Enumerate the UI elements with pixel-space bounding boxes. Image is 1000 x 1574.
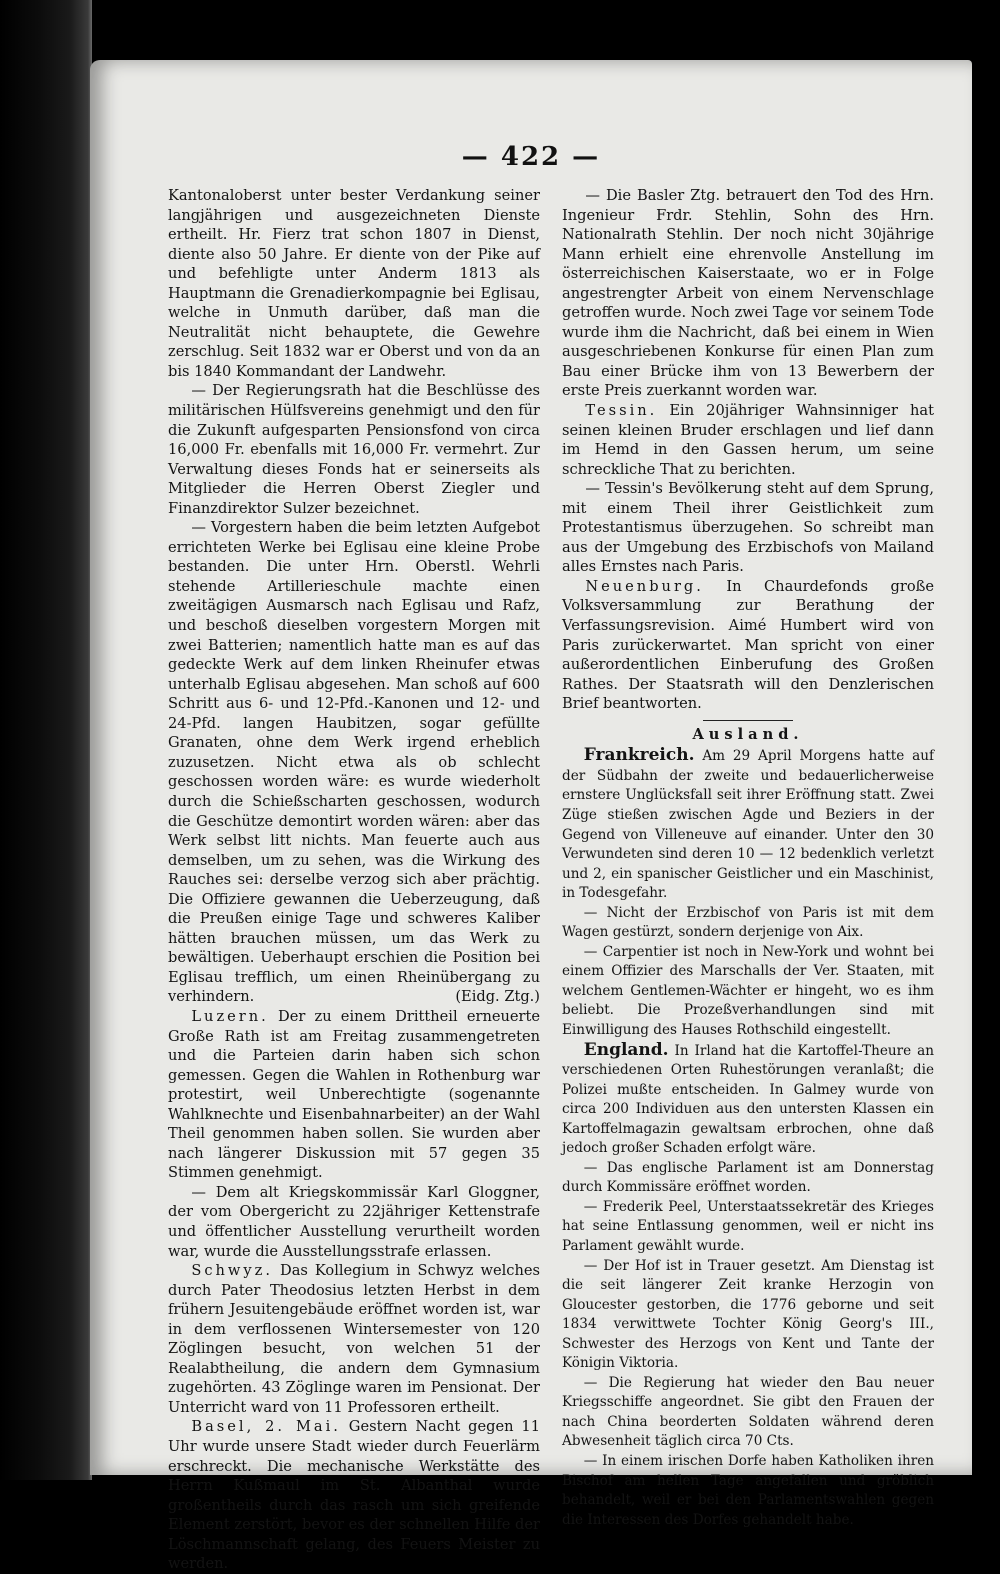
left-column [168, 186, 540, 1573]
article-paragraph: — Nicht der Erzbischof von Paris ist mit dem Wagen gestürzt, sondern derjenige von Aix. [562, 904, 934, 941]
right-column [562, 186, 935, 1528]
page-number: — 422 — [461, 142, 601, 172]
article-paragraph: — Tessin's Bevölkerung steht auf dem Sprung, mit einem Theil ihrer Geistlichkeit zum Protestantismus überzugehen. So schreibt man aus der Umgebung des Erzbischofs von Mailand alles Ernstes nach Paris. [562, 480, 934, 576]
article-paragraph: Schwyz. Das Kollegium in Schwyz welches durch Pater Theodosius letzten Herbst in dem frühern Jesuitengebäude eröffnet worden ist, war in dem verflossenen Wintersemester von 120 Zöglingen besucht, von welchen 51 der Realabtheilung, die andern dem Gymnasium zugehörten. 43 Zöglinge waren im Pensionat. Der Unterricht ward von 11 Professoren ertheilt. [168, 1262, 540, 1416]
section-divider [703, 720, 793, 721]
article-paragraph: Frankreich. Am 29 April Morgens hatte auf der Südbahn der zweite und bedauerlicherweise ernstere Unglücksfall seit ihrer Eröffnung statt. Zwei Züge stießen zwischen Agde und Beziers in der Gegend von Villeneuve auf einander. Unter den 30 Verwundeten sind deren 10 — 12 bedenklich verletzt und 2, ein spanischer Geistlicher und ein Maschinist, in Todesgefahr. [562, 745, 935, 902]
article-paragraph: Kantonaloberst unter bester Verdankung seiner langjährigen und ausgezeichneten Dienste ertheilt. Hr. Fierz trat schon 1807 in Dienst, diente also 50 Jahre. Er diente von der Pike auf und befehligte unter Anderm 1813 als Hauptmann die Grenadierkompagnie bei Eglisau, welche in Unmuth darüber, daß man die Neutralität nicht behauptete, die Gewehre zerschlug. Seit 1832 war er Oberst und von da an bis 1840 Kommandant der Landwehr. [168, 187, 540, 380]
article-paragraph: Luzern. Der zu einem Drittheil erneuerte Große Rath ist am Freitag zusammengetreten und die Parteien darin haben sich schon gemessen. Gegen die Wahlen in Rothenburg war protestirt, weil Unberechtigte (sogenannte Wahlknechte und Eisenbahnarbeiter) an der Wahl Theil genommen haben sollen. Sie wurden aber nach längerer Diskussion mit 57 gegen 35 Stimmen genehmigt. [168, 1007, 540, 1182]
article-paragraph: — Vorgestern haben die beim letzten Aufgebot errichteten Werke bei Eglisau eine kleine Probe bestanden. Die unter Hrn. Oberstl. Wehrli stehende Artillerieschule machte einen zweitägigen Ausmarsch nach Eglisau und Rafz, und beschoß dieselben vorgestern Morgen mit zwei Batterien; namentlich hatte man es auf das gedeckte Werk auf dem linken Rheinufer etwas unterhalb Eglisau abgesehen. Man schoß auf 600 Schritt aus 6- und 12-Pfd.-Kanonen und 12- und 24-Pfd. langen Haubitzen, sogar gefüllte Granaten, ohne dem Werk irgend erheblich zuzusetzen. Nicht etwa als ob schlecht geschossen worden wäre: es wurde wiederholt durch die Schießscharten geschossen, wodurch die Geschütze demontirt worden wären: aber das Werk selbst litt nichts. Man feuerte auch aus demselben, um zu sehen, was die Wirkung des Rauches sei: derselbe verzog sich aber prächtig. Die Offiziere gewannen die Ueberzeugung, daß die Preußen einige Tage und schweres Kaliber hätten brauchen müssen, um das Werk zu bewältigen. Ueberhaupt erschien die Position bei Eglisau trefflich, um einen Rheinübergang zu verhindern. (Eidg. Ztg.) [168, 519, 540, 1006]
dateline: Tessin. [585, 402, 658, 420]
article-paragraph: — Carpentier ist noch in New-York und wohnt bei einem Offizier des Marschalls der Ver. Staaten, mit welchem Gentlemen-Wächter er hingeht, wo es ihm beliebt. Die Prozeßverhandlungen sind mit Einwilligung des Hauses Rothschild eingestellt. [562, 943, 934, 1038]
section-title: Ausland. [692, 725, 804, 743]
article-paragraph: — Die Basler Ztg. betrauert den Tod des Hrn. Ingenieur Frdr. Stehlin, Sohn des Hrn. Nationalrath Stehlin. Der noch nicht 30jährige Mann erhielt eine ehrenvolle Anstellung im österreichischen Kaiserstaate, wo er in Folge angestrengter Arbeit von einem Nervenschlage getroffen wurde. Noch zwei Tage vor seinem Tode wurde ihm die Nachricht, daß bei einem in Wien ausgeschriebenen Konkurse für einen Plan zum Bau einer Brücke ihm von 13 Bewerbern der erste Preis zuerkannt worden war. [562, 187, 934, 400]
dateline: Luzern. [191, 1007, 269, 1025]
article-paragraph: Neuenburg. In Chaurdefonds große Volksversammlung zur Berathung der Verfassungsrevision. Aimé Humbert wird von Paris zurückerwartet. Man spricht von einer außerordentlichen Einberufung des Großen Rathes. Der Staatsrath will den Denzlerischen Brief beantworten. [562, 577, 934, 713]
article-paragraph: — Der Hof ist in Trauer gesetzt. Am Dienstag ist die seit längerer Zeit kranke Herzogin von Gloucester gestorben, die 1776 geborne und seit 1834 verwittwete Tochter König Georg's III., Schwester des Herzogs von Kent und Tante der Königin Viktoria. [562, 1257, 934, 1372]
book-spine-edge [0, 0, 92, 1480]
article-paragraph: — Die Regierung hat wieder den Bau neuer Kriegsschiffe angeordnet. Sie gibt den Frauen der nach China beorderten Soldaten während deren Abwesenheit täglich circa 70 Cts. [562, 1374, 934, 1450]
dateline: Basel, 2. Mai. [191, 1418, 341, 1436]
foreign-news [562, 746, 934, 1530]
article-paragraph: — Dem alt Kriegskommissär Karl Gloggner, der vom Obergericht zu 22jähriger Kettenstrafe und öffentlicher Ausstellung verurtheilt worden war, wurde die Ausstellungsstrafe erlassen. [168, 1183, 540, 1260]
article-paragraph: Basel, 2. Mai. Gestern Nacht gegen 11 Uhr wurde unsere Stadt wieder durch Feuerlärm erschreckt. Die mechanische Werkstätte des Herrn Kußmaul im St. Albanthal wurde großentheils durch das rasch um sich greifende Element zerstört, bevor es der schnellen Hilfe der Löschmannschaft gelang, des Feuers Meister zu werden. [168, 1418, 540, 1573]
dateline: Neuenburg. [585, 577, 704, 595]
country-heading: England. [583, 1039, 669, 1060]
source-signature: (Eidg. Ztg.) [455, 988, 540, 1006]
country-heading: Frankreich. [583, 745, 695, 766]
dateline: Schwyz. [191, 1262, 273, 1280]
article-paragraph: England. In Irland hat die Kartoffel-Theure an verschiedenen Orten Ruhestörungen veranlaßt; die Polizei mußte entscheiden. In Galmey wurde von circa 200 Individuen aus den untersten Klassen ein Kartoffelmagazin gewaltsam erbrochen, ohne daß jedoch großer Schaden erfolgt wäre. [562, 1039, 934, 1157]
newspaper-page [90, 60, 972, 1573]
article-paragraph: — In einem irischen Dorfe haben Katholiken ihren Bischof am hellen Tage angefallen und gröblich behandelt, weil er bei den Parlamentswahlen gegen die Interessen des Dorfes gehandelt habe. [562, 1453, 934, 1528]
article-paragraph: — Das englische Parlament ist am Donnerstag durch Kommissäre eröffnet worden. [562, 1159, 934, 1196]
article-paragraph: — Frederik Peel, Unterstaatssekretär des Krieges hat seine Entlassung genommen, weil er nicht ins Parlament gewählt wurde. [562, 1198, 934, 1254]
article-paragraph: Tessin. Ein 20jähriger Wahnsinniger hat seinen kleinen Bruder erschlagen und lief dann im Hemd in den Gassen herum, um seine schreckliche That zu berichten. [562, 402, 934, 478]
article-paragraph: — Der Regierungsrath hat die Beschlüsse des militärischen Hülfsvereins genehmigt und den für die Zukunft aufgesparten Pensionsfond von circa 16,000 Fr. ebenfalls mit 16,000 Fr. vermehrt. Zur Verwaltung dieses Fonds hat er seinerseits als Mitglieder die Herren Oberst Ziegler und Finanzdirektor Sulzer bezeichnet. [168, 382, 540, 517]
